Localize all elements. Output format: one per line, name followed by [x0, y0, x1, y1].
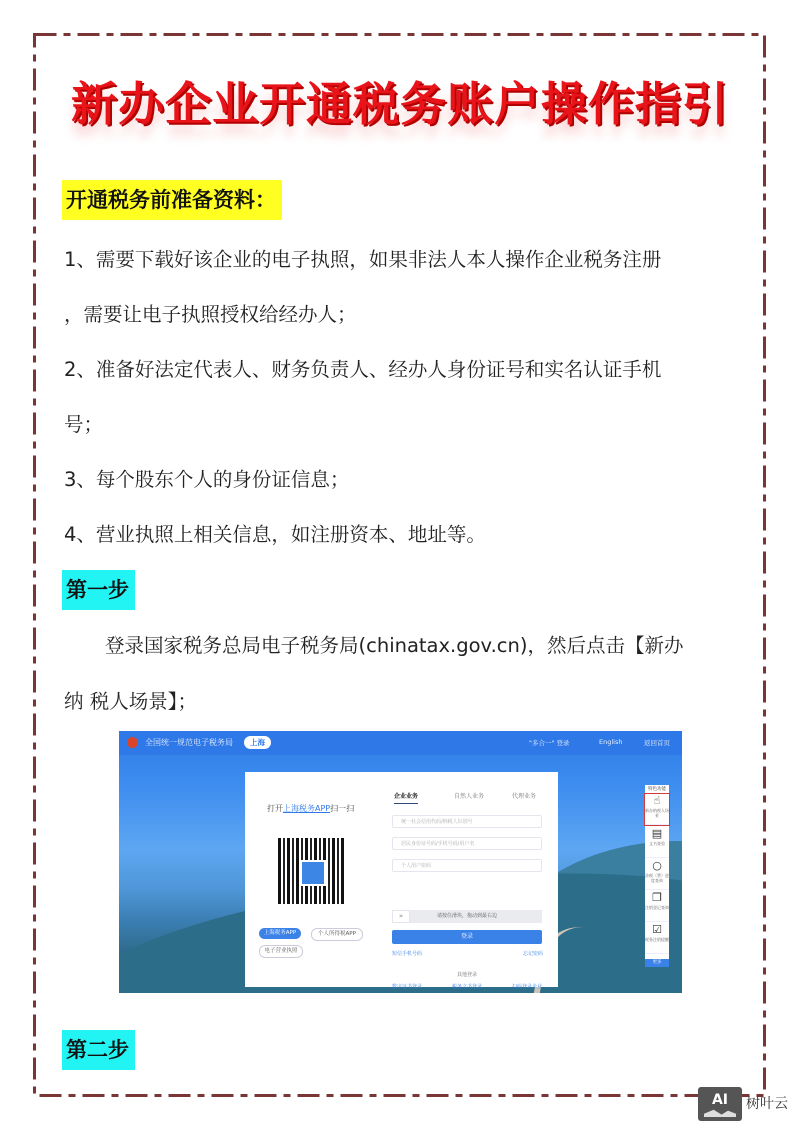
watermark-logo-text: AI: [711, 1092, 729, 1108]
portal-header: [119, 731, 682, 755]
side-item-label: 新办纳税人场景: [645, 808, 669, 818]
credit-code-input[interactable]: 统一社会信用代码/纳税人识别号: [392, 815, 542, 828]
step1-text-line1: 登录国家税务总局电子税务局(chinatax.gov.cn)，然后点击【新办: [105, 634, 684, 657]
watermark-logo-icon: [698, 1087, 742, 1121]
tab-enterprise[interactable]: 企业业务: [394, 791, 418, 804]
hand-pointer-icon: ☝: [653, 794, 661, 807]
app-button-iit[interactable]: 个人所得税APP: [311, 928, 363, 941]
step2-heading: 第二步: [62, 1030, 135, 1070]
mountain-wave-icon: [704, 1109, 736, 1117]
side-item-progress-query[interactable]: [645, 859, 669, 890]
cert-login-link[interactable]: 数字证书登录: [392, 984, 423, 990]
scan-suffix: 扫一扫: [330, 804, 355, 813]
prep-item-2-line2: 号；: [64, 413, 104, 436]
side-item-label: 注销登记查询: [645, 905, 669, 910]
prep-item-1-line2: ，需要让电子执照授权给经办人；: [64, 303, 357, 326]
forgot-password-link[interactable]: 忘记密码: [523, 951, 544, 957]
slider-text: 请按住滑块，拖动到最右边: [436, 913, 497, 919]
app-button-e-license[interactable]: 电子营业执照: [259, 945, 303, 958]
prep-item-4: 4、营业执照上相关信息，如注册资本、地址等。: [64, 523, 486, 546]
side-more-button[interactable]: 更多: [645, 959, 669, 967]
login-button[interactable]: 登录: [392, 930, 542, 944]
prep-item-3: 3、每个股东个人的身份证信息；: [64, 468, 350, 491]
region-badge[interactable]: 上海: [244, 736, 271, 749]
other-login-label: 其他登录: [456, 972, 477, 978]
side-item-doc-check[interactable]: [645, 827, 669, 858]
side-item-deregistration-query[interactable]: [645, 891, 669, 922]
login-tabs: [390, 791, 548, 805]
qr-enterprise-login-link[interactable]: 扫码登录企业: [511, 984, 542, 990]
nav-home[interactable]: 返回首页: [644, 739, 670, 747]
qr-code: [278, 838, 344, 904]
side-panel-header: 特色功能: [648, 787, 666, 792]
captcha-slider[interactable]: [392, 910, 542, 923]
slider-knob-icon[interactable]: »: [392, 910, 410, 923]
side-item-new-taxpayer[interactable]: [645, 794, 669, 825]
nav-multi-login[interactable]: "多合一" 登录: [529, 739, 570, 747]
prep-item-1-line1: 1、需要下载好该企业的电子执照，如果非法人本人操作企业税务注册: [64, 248, 662, 271]
side-item-deregistration-reminder[interactable]: [645, 923, 669, 954]
checklist-icon: ☑: [652, 923, 662, 936]
site-name: 全国统一规范电子税务局: [145, 738, 233, 747]
scan-prefix: 打开: [267, 804, 283, 813]
tab-individual[interactable]: 自然人业务: [454, 793, 485, 800]
scan-app-link[interactable]: 上海税务APP: [283, 804, 331, 813]
scan-prompt: [267, 803, 354, 814]
search-icon: ○: [652, 859, 662, 872]
copy-icon: ❐: [652, 891, 662, 904]
login-card: [245, 772, 558, 990]
prep-item-2-line1: 2、准备好法定代表人、财务负责人、经办人身份证号和实名认证手机: [64, 358, 662, 381]
side-item-label: 涉税（费）进度查询: [645, 873, 669, 883]
nav-english[interactable]: English: [599, 738, 623, 746]
tax-portal-screenshot: [119, 731, 682, 993]
tax-emblem-icon: [127, 737, 138, 748]
side-item-label: 税务注销提醒: [645, 937, 669, 942]
side-item-label: 文书查验: [649, 841, 665, 846]
other-login-links: [392, 983, 542, 990]
step1-heading: 第一步: [62, 570, 135, 610]
page-title: 新办企业开通税务账户操作指引: [71, 77, 729, 131]
document-icon: ▤: [651, 827, 663, 840]
app-button-shanghai-tax[interactable]: 上海税务APP: [259, 928, 301, 939]
id-number-input[interactable]: 居民身份证号码/手机号码/用户名: [392, 837, 542, 850]
doc-login-link[interactable]: 税务文书登录: [451, 984, 482, 990]
password-input[interactable]: 个人用户密码: [392, 859, 542, 872]
tab-agent[interactable]: 代理业务: [512, 793, 537, 800]
watermark-text: 树叶云: [746, 1096, 788, 1112]
sms-login-link[interactable]: 短信手机号码: [392, 951, 423, 957]
step1-text-line2: 纳 税人场景】；: [64, 690, 197, 713]
prep-section-heading: 开通税务前准备资料：: [62, 180, 282, 220]
feature-side-panel: [645, 785, 669, 967]
